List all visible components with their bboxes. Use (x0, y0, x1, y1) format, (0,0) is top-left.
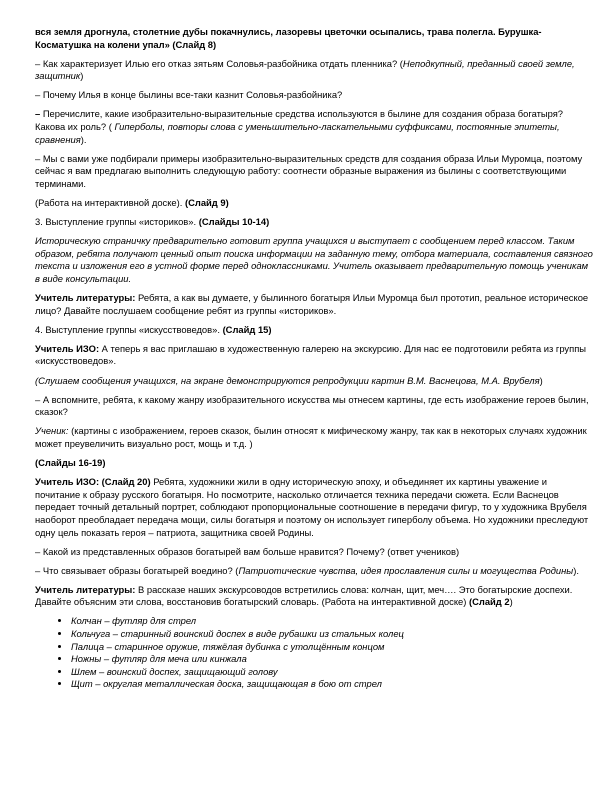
question-text: – Как характеризует Илью его отказ зятьям Соловья-разбойника отдать пленника? ( (35, 57, 403, 69)
paragraph-favorite-question (35, 546, 594, 559)
paragraph-student-answer (35, 425, 594, 450)
slide-ref: (Слайды 10-14) (198, 216, 270, 228)
paragraph-reproductions-note (35, 375, 594, 388)
question-text: – Какой из представленных образов богатырей вам больше нравится? Почему? (ответ учеников) (35, 545, 460, 557)
slide-ref: (Слайды 16-19) (35, 457, 106, 469)
body-text: – Мы с вами уже подбирали примеры изобразительно-выразительных средств для создания образа Ильи Муромца, поэтому сейчас я вам предлагаю выполнить следующую работу: соотнести образные выражения из былины с соответствующими терминами. (35, 152, 583, 189)
speaker-label: Ученик: (35, 425, 69, 437)
glossary-item: • Ножны – футляр для меча или кинжала (71, 653, 594, 666)
paragraph-slides-16-19 (35, 457, 594, 470)
glossary-item: • Шлем – воинский доспех, защищающий голову (71, 666, 594, 679)
glossary-item: • Колчан – футляр для стрел (71, 615, 594, 628)
closing-paren: ). (573, 564, 579, 576)
note-italic: Историческую страничку предварительно готовит группа учащихся и выступает с сообщением перед классом. Таким образом, ребята получают ценный опыт поиска информации на заданную тему, отбора материала, составления связного текста и изложения его в устной форме перед одноклассниками. Учитель оказывает предварительную помощь ученикам в виде консультации. (35, 235, 593, 284)
slide-ref: (Слайд 9) (184, 197, 229, 209)
speaker-label: Учитель ИЗО: (Слайд 20) (35, 476, 151, 488)
body-text: (Работа на интерактивной доске). (35, 197, 185, 209)
answer-text: (картины с изображением, героев сказок, былин относят к мифическому жанру, так как в некоторых случаях художник может преувеличить визуально рост, мощь и т.д. ) (35, 425, 587, 449)
section-text: 3. Выступление группы «историков». (35, 216, 199, 228)
paragraph-historians-note (35, 235, 594, 285)
question-text: – Почему Илья в конце былины все-таки казнит Соловья-разбойника? (35, 89, 343, 101)
paragraph-art-teacher-gallery (35, 343, 594, 368)
speech-text: А теперь я вас приглашаю в художественную галерею на экскурсию. Для нас ее подготовили ребята из группы «искусствоведов». (35, 342, 587, 367)
closing-paren: ). (80, 133, 87, 145)
paragraph-literature-teacher-dictionary (35, 584, 594, 609)
closing-paren: ) (509, 596, 513, 608)
note-italic: (Слушаем сообщения учащихся, на экране демонстрируются репродукции картин В.М. Васнецова, М.А. Врубеля (35, 374, 540, 386)
bold-text: вся земля дрогнула, столетние дубы покачнулись, лазоревы цветочки осыпались, трава полегла. Бурушка-Косматушка на колени упал» (Слайд 8) (35, 26, 542, 50)
paragraph-literature-teacher-prototype (35, 292, 594, 317)
closing-paren: ) (80, 70, 84, 82)
paragraph-bylina-quote-end (35, 26, 594, 51)
paragraph-genre-question (35, 394, 594, 419)
slide-ref: (Слайд 15) (222, 323, 272, 335)
closing-paren: ) (539, 374, 543, 386)
speaker-label: Учитель литературы: (35, 583, 136, 595)
slide-ref: (Слайд 2 (468, 596, 510, 608)
answer-italic: Патриотические чувства, идея прославления силы и могущества Родины (238, 564, 574, 576)
glossary-item: • Кольчуга – старинный воинский доспех в виде рубашки из стальных колец (71, 628, 594, 641)
paragraph-art-teacher-comparison (35, 476, 594, 539)
glossary-item: • Палица – старинное оружие, тяжёлая дубинка с утолщённым концом (71, 641, 594, 654)
question-text: – А вспомните, ребята, к какому жанру изобразительного искусства мы отнесем картины, где есть изображение героев былин, сказок? (35, 393, 589, 418)
speech-text: В рассказе наших экскурсоводов встретились слова: колчан, щит, меч…. Это богатырские доспехи. Давайте объясним эти слова, восстановив богатырский словарь. (Работа на интерактивной доске) (35, 583, 573, 608)
paragraph-unity-question (35, 565, 594, 578)
speaker-label: Учитель литературы: (35, 292, 136, 304)
paragraph-question-refusal (35, 58, 594, 83)
question-text: – Что связывает образы богатырей воедино? ( (35, 564, 239, 576)
glossary-item: • Щит – округлая металлическая доска, защищающая в бою от стрел (71, 678, 594, 691)
section-text: 4. Выступление группы «искусствоведов». (35, 323, 223, 335)
speaker-label: Учитель ИЗО: (35, 342, 100, 354)
paragraph-art-historians-heading (35, 324, 594, 337)
question-text: Перечислите, какие изобразительно-выразительные средства используются в былине для создания образа богатыря? Какова их роль? ( (35, 108, 564, 133)
answer-italic: Гиперболы, повторы слова с уменьшительно-ласкательными суффиксами, постоянные эпитеты, сравнения (35, 121, 560, 145)
paragraph-question-execution (35, 89, 594, 102)
glossary-list (35, 615, 594, 691)
paragraph-question-devices (35, 108, 594, 146)
bold-dash: – (35, 108, 41, 120)
paragraph-interactive-board (35, 197, 594, 210)
speech-text: Ребята, а как вы думаете, у былинного богатыря Ильи Муромца был прототип, реальное историческое лицо? Давайте послушаем сообщение ребят из группы «историков». (35, 292, 589, 316)
answer-italic: Неподкупный, преданный своей земле, защитник (35, 57, 575, 82)
paragraph-task-intro (35, 153, 594, 191)
paragraph-historians-heading (35, 216, 594, 229)
speech-text: Ребята, художники жили в одну историческую эпоху, и объединяет их картины уважение и почитание к образу русского богатыря. Но посмотрите, насколько отличается техника передачи сюжета. Если Васнецов передает точный детальный портрет, соблюдают пропорциональные соотношение в передачи фигур, то у художника Врубеля наоборот преобладает передача мощи, силы богатыря и поэтому он использует гиперболу объема. Но художники преследуют одну цель показать героя – патриота, защитника своей Родины. (35, 476, 589, 538)
